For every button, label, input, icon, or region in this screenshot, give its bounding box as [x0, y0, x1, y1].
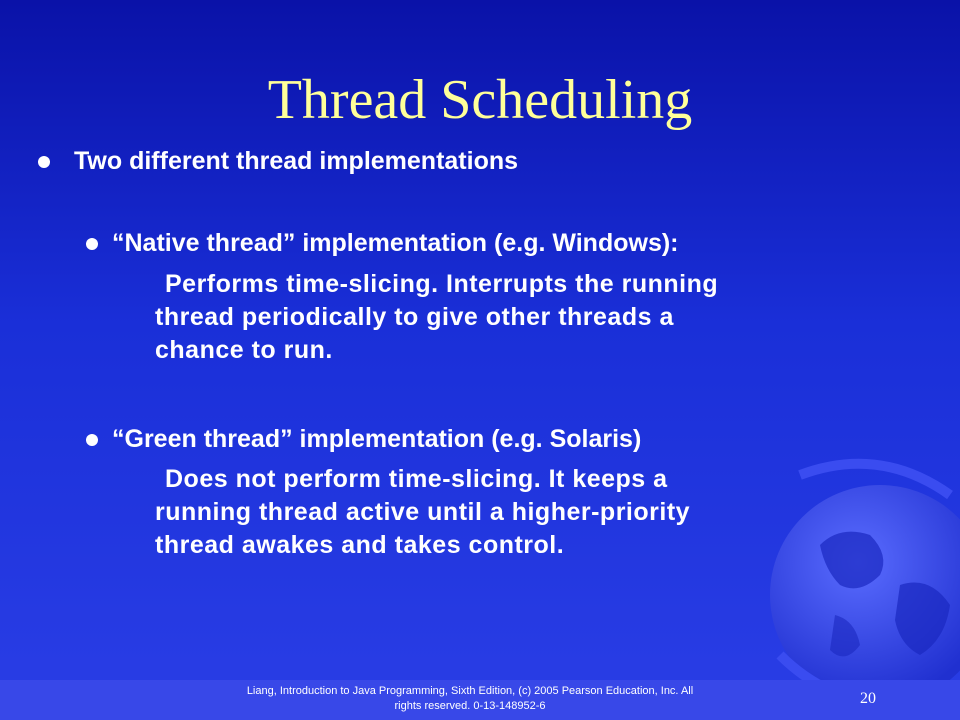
paragraph-line: thread awakes and takes control. — [155, 531, 565, 559]
footer-line: rights reserved. 0-13-148952-6 — [394, 700, 546, 712]
bullet-text: Two different thread implementations — [74, 147, 519, 175]
bullet-text: “Native thread” implementation (e.g. Windows): — [112, 229, 679, 257]
bullet-native-thread — [86, 228, 679, 258]
paragraph-line: chance to run. — [155, 336, 333, 364]
page-number: 20 — [860, 690, 876, 707]
bullet-text: “Green thread” implementation (e.g. Solaris) — [112, 425, 642, 453]
globe-icon — [740, 455, 960, 715]
green-thread-description — [155, 463, 690, 562]
bullet-green-thread — [86, 424, 641, 454]
bullet-implementations — [38, 146, 518, 176]
footer-line: Liang, Introduction to Java Programming, Sixth Edition, (c) 2005 Pearson Education, Inc. All — [246, 685, 694, 697]
native-thread-description — [155, 268, 718, 367]
bullet-dot-icon — [38, 156, 50, 168]
paragraph-line: Does not perform time-slicing. It keeps a — [165, 465, 668, 493]
bullet-dot-icon — [86, 238, 98, 250]
footer-copyright — [190, 684, 750, 714]
paragraph-line: running thread active until a higher-priority — [155, 498, 691, 526]
bullet-dot-icon — [86, 434, 98, 446]
slide-title: Thread Scheduling — [267, 69, 693, 131]
paragraph-line: Performs time-slicing. Interrupts the running — [165, 270, 719, 298]
paragraph-line: thread periodically to give other threads a — [155, 303, 674, 331]
